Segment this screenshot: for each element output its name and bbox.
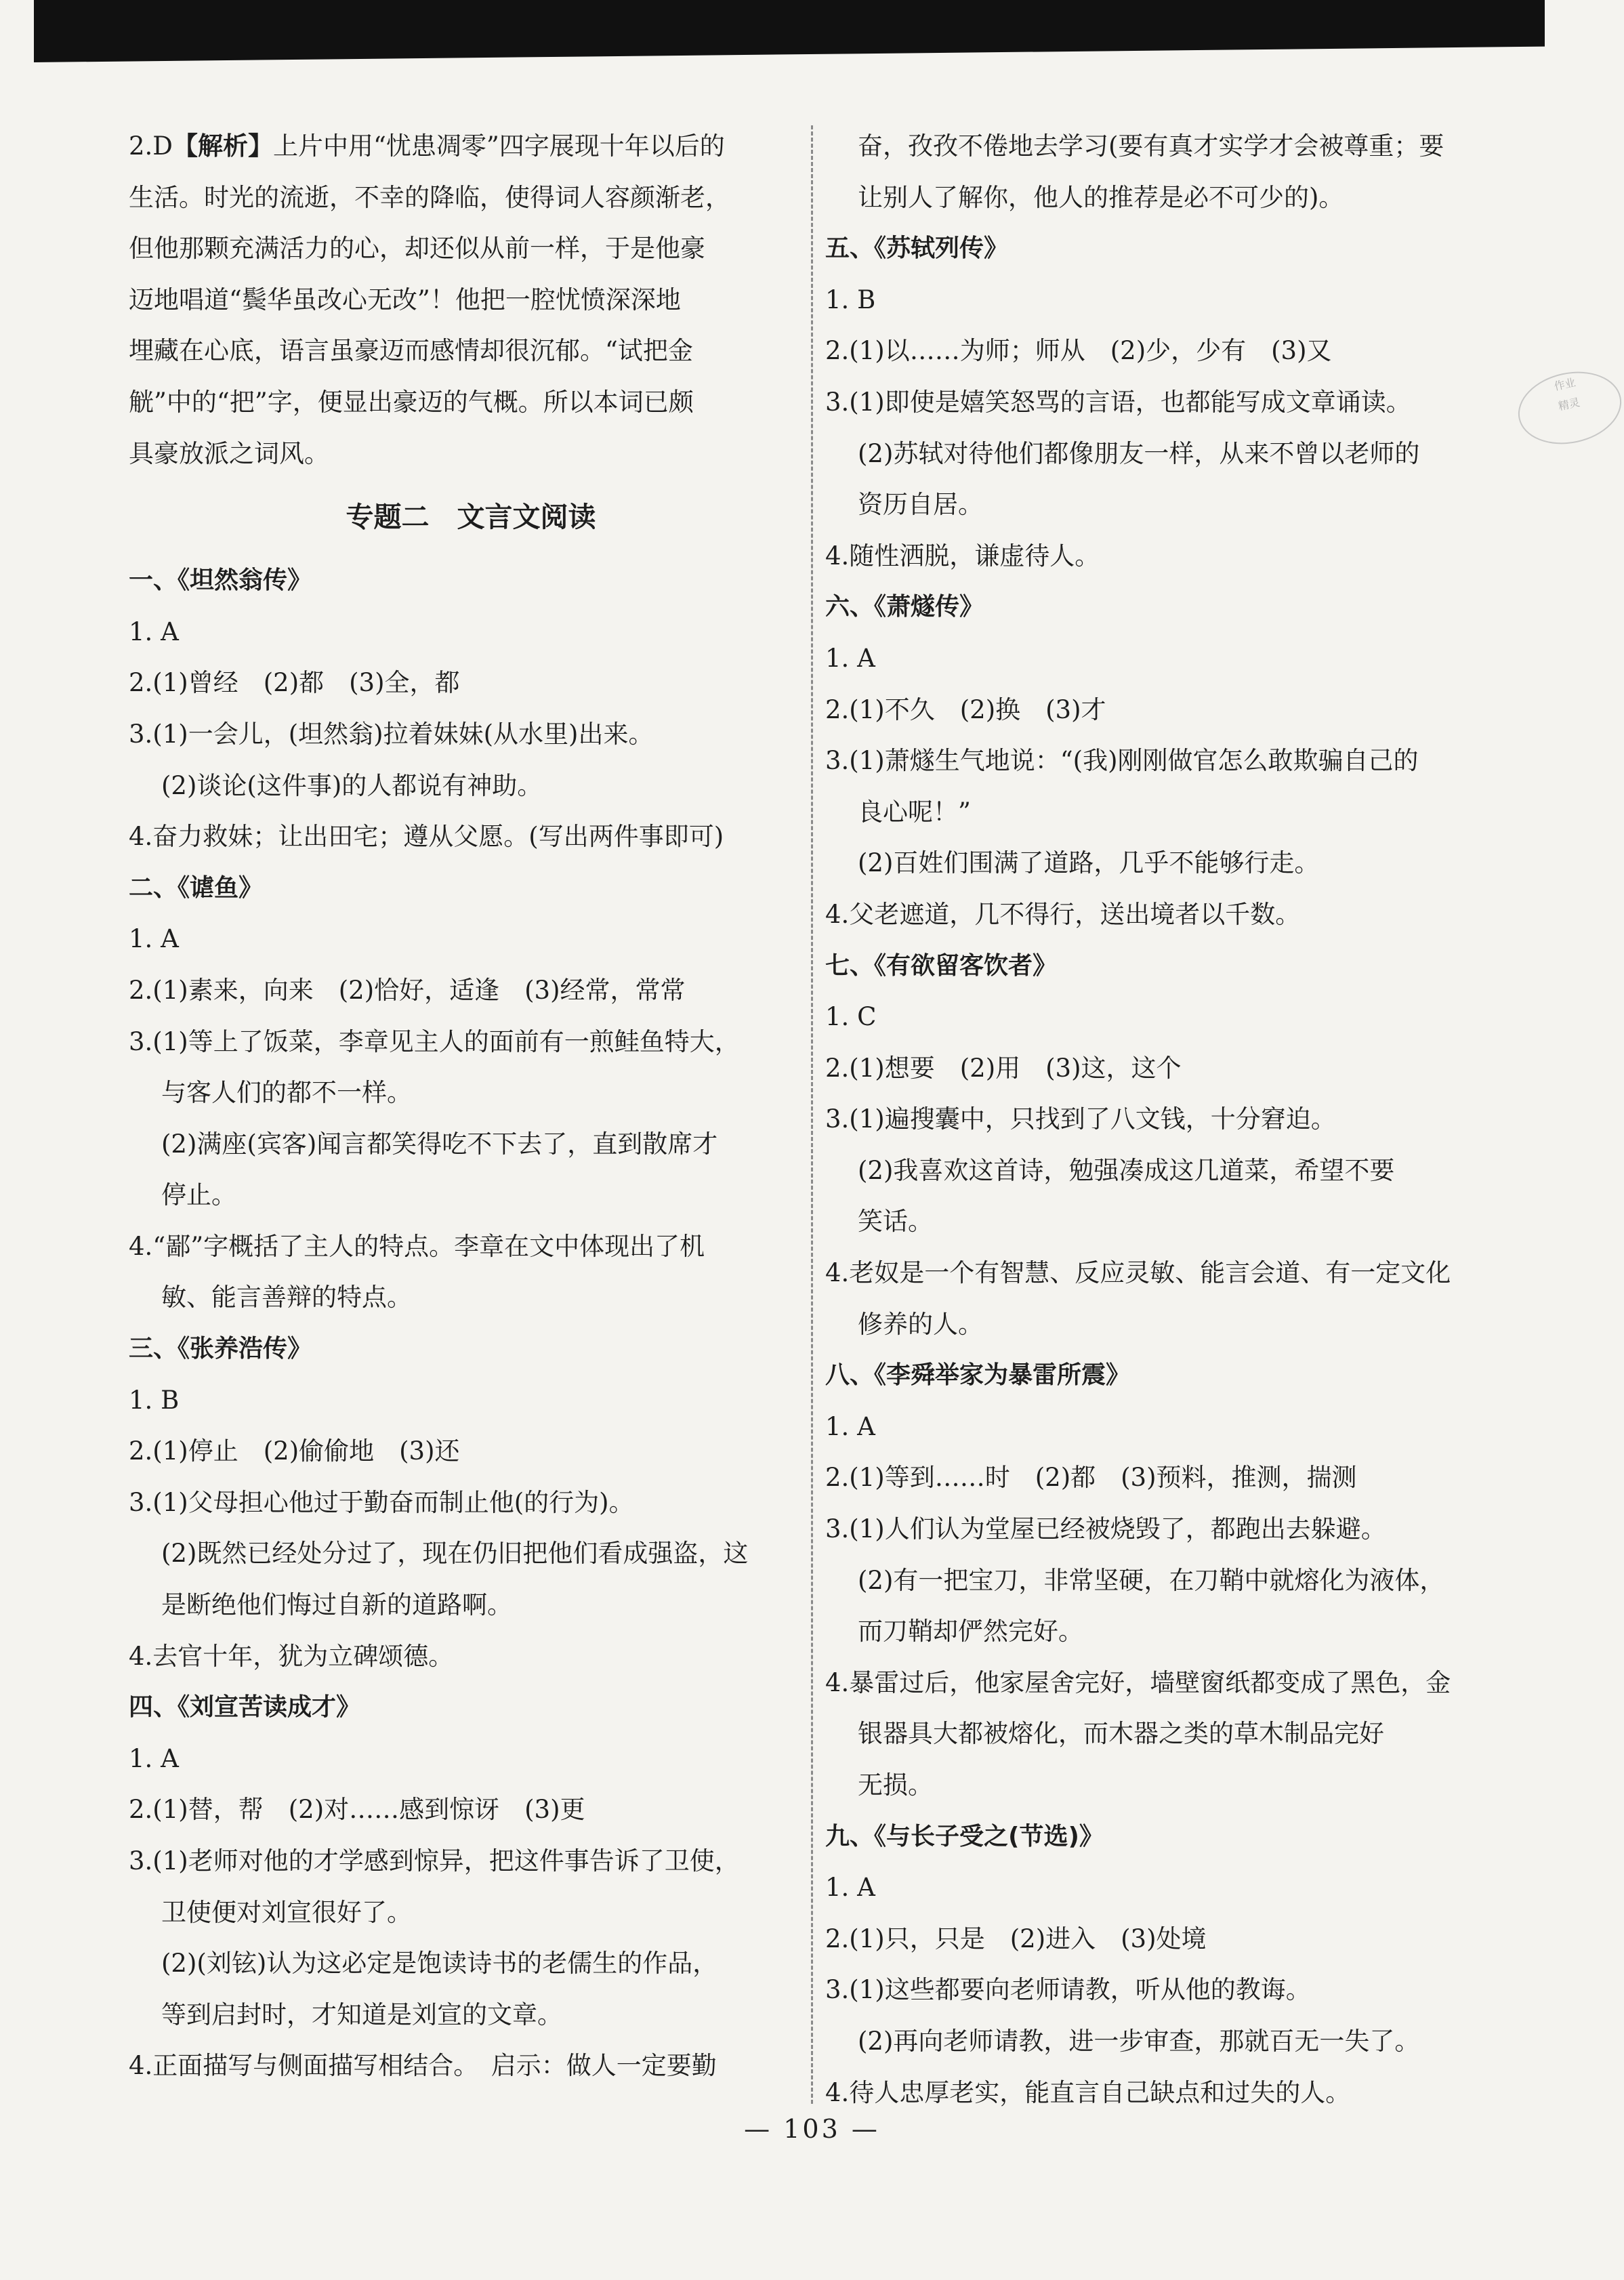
line-text: 4.老奴是一个有智慧、反应灵敏、能言会道、有一定文化 bbox=[825, 1258, 1451, 1288]
line-text: (2)百姓们围满了道路，几乎不能够行走。 bbox=[858, 848, 1320, 878]
answer-line bbox=[825, 1555, 1516, 1607]
section-heading bbox=[129, 1682, 813, 1733]
line-text: 敏、能言善辩的特点。 bbox=[161, 1283, 412, 1312]
line-text: 2.(1)等到……时 (2)都 (3)预料，推测，揣测 bbox=[825, 1463, 1357, 1493]
answer-line bbox=[129, 223, 813, 274]
line-text: 觥”中的“把”字，便显出豪迈的气概。所以本词已颇 bbox=[129, 387, 694, 417]
answer-line bbox=[825, 633, 1516, 684]
answer-line bbox=[129, 1579, 813, 1631]
answer-line bbox=[825, 1145, 1516, 1197]
answer-line bbox=[129, 274, 813, 326]
answer-line bbox=[825, 1504, 1516, 1555]
answer-line bbox=[129, 1733, 813, 1785]
line-text: 3.(1)即使是嬉笑怒骂的言语，也都能写成文章诵读。 bbox=[825, 387, 1411, 417]
line-text: 专题二 文言文阅读 bbox=[346, 501, 596, 534]
line-text: 无损。 bbox=[858, 1770, 933, 1800]
line-text: 而刀鞘却俨然完好。 bbox=[858, 1617, 1083, 1646]
line-text: 五、《苏轼列传》 bbox=[825, 234, 1009, 263]
line-text: 4.待人忠厚老实，能直言自己缺点和过失的人。 bbox=[825, 2077, 1351, 2107]
answer-line bbox=[129, 1067, 813, 1119]
answer-line bbox=[129, 121, 813, 172]
answer-line bbox=[825, 1401, 1516, 1453]
section-heading bbox=[129, 1323, 813, 1375]
answer-line bbox=[825, 274, 1516, 326]
line-text: 4.“鄙”字概括了主人的特点。李章在文中体现出了机 bbox=[129, 1231, 705, 1261]
line-text: 1. C bbox=[825, 1002, 877, 1032]
line-text: 2.(1)不久 (2)换 (3)才 bbox=[825, 695, 1106, 724]
line-text: 3.(1)等上了饭菜，李章见主人的面前有一煎鲑鱼特大， bbox=[129, 1027, 740, 1056]
answer-line bbox=[129, 1169, 813, 1221]
answer-line bbox=[129, 1119, 813, 1170]
answer-line bbox=[129, 1221, 813, 1272]
answer-line bbox=[825, 1299, 1516, 1350]
line-text: 二、《谑鱼》 bbox=[129, 873, 264, 902]
answer-line bbox=[825, 325, 1516, 377]
line-text: 2.(1)想要 (2)用 (3)这，这个 bbox=[825, 1053, 1182, 1083]
line-text: 3.(1)萧燧生气地说：“(我)刚刚做官怎么敢欺骗自己的 bbox=[825, 746, 1419, 776]
answer-line bbox=[129, 965, 813, 1016]
column-divider bbox=[811, 125, 813, 2104]
line-text: 等到启封时，才知道是刘宣的文章。 bbox=[161, 1999, 562, 2029]
line-text: 卫使便对刘宣很好了。 bbox=[161, 1897, 412, 1927]
section-heading bbox=[825, 940, 1516, 992]
answer-line bbox=[825, 531, 1516, 582]
answer-line bbox=[825, 121, 1516, 172]
line-text: 3.(1)人们认为堂屋已经被烧毁了，都跑出去躲避。 bbox=[825, 1514, 1386, 1544]
section-title bbox=[129, 479, 813, 555]
answer-line bbox=[129, 2040, 813, 2092]
line-text: 具豪放派之词风。 bbox=[129, 438, 329, 468]
line-text: 2.(1)曾经 (2)都 (3)全，都 bbox=[129, 668, 460, 698]
answer-line bbox=[129, 1784, 813, 1836]
analysis-keyword: 【解析】 bbox=[172, 131, 273, 161]
answer-line bbox=[129, 325, 813, 377]
answer-line bbox=[825, 1760, 1516, 1811]
line-text: 九、《与长子受之(节选)》 bbox=[825, 1822, 1104, 1850]
line-text: (2)有一把宝刀，非常坚硬，在刀鞘中就熔化为液体， bbox=[858, 1565, 1445, 1595]
section-heading bbox=[129, 555, 813, 606]
line-text: 笑话。 bbox=[858, 1207, 933, 1237]
answer-line bbox=[825, 837, 1516, 889]
answer-line bbox=[825, 1196, 1516, 1247]
answer-line bbox=[825, 787, 1516, 838]
answer-line bbox=[825, 1452, 1516, 1504]
line-text: 1. B bbox=[129, 1385, 180, 1415]
line-text: 4.正面描写与侧面描写相结合。 启示：做人一定要勤 bbox=[129, 2051, 717, 2081]
line-text: 4.去官十年，犹为立碑颂德。 bbox=[129, 1641, 454, 1671]
line-text: 2.(1)只，只是 (2)进入 (3)处境 bbox=[825, 1924, 1207, 1953]
right-column bbox=[825, 121, 1516, 2118]
line-text: 3.(1)遍搜囊中，只找到了八文钱，十分窘迫。 bbox=[825, 1104, 1336, 1134]
answer-line bbox=[825, 1094, 1516, 1145]
answer-line bbox=[129, 1887, 813, 1939]
answer-line bbox=[129, 1272, 813, 1323]
line-text: 4.暴雷过后，他家屋舍完好，墙壁窗纸都变成了黑色，金 bbox=[825, 1667, 1451, 1697]
line-text: 3.(1)老师对他的才学感到惊异，把这件事告诉了卫使， bbox=[129, 1846, 740, 1875]
answer-line bbox=[825, 684, 1516, 736]
answer-line bbox=[825, 1964, 1516, 2016]
line-text: 3.(1)父母担心他过于勤奋而制止他(的行为)。 bbox=[129, 1487, 634, 1517]
line-text: 1. A bbox=[129, 617, 179, 646]
line-text: 上片中用“忧患凋零”四字展现十年以后的 bbox=[272, 131, 725, 161]
line-text: (2)满座(宾客)闻言都笑得吃不下去了，直到散席才 bbox=[161, 1129, 718, 1159]
line-text: 银器具大都被熔化，而木器之类的草木制品完好 bbox=[858, 1719, 1384, 1749]
answer-line bbox=[825, 428, 1516, 480]
answer-line bbox=[825, 889, 1516, 940]
answer-line bbox=[825, 1657, 1516, 1709]
scan-edge-shadow bbox=[34, 0, 1545, 62]
section-heading bbox=[825, 223, 1516, 274]
line-text: 是断绝他们悔过自新的道路啊。 bbox=[161, 1590, 512, 1620]
line-text: 2.(1)素来，向来 (2)恰好，适逢 (3)经常，常常 bbox=[129, 975, 686, 1005]
answer-line bbox=[129, 606, 813, 658]
answer-line bbox=[825, 991, 1516, 1043]
line-text: (2)谈论(这件事)的人都说有神助。 bbox=[161, 770, 543, 800]
line-text: 良心呢！” bbox=[858, 797, 971, 827]
answer-line bbox=[129, 428, 813, 480]
answer-line bbox=[129, 657, 813, 709]
answer-line bbox=[825, 735, 1516, 787]
line-text: 生活。时光的流逝，不幸的降临，使得词人容颜渐老， bbox=[129, 182, 730, 212]
line-text: 三、《张养浩传》 bbox=[129, 1335, 312, 1363]
section-heading bbox=[825, 1350, 1516, 1401]
line-text: 但他那颗充满活力的心，却还似从前一样，于是他豪 bbox=[129, 234, 705, 264]
line-text: 四、《刘宣苦读成才》 bbox=[129, 1693, 361, 1722]
line-text: 4.父老遮道，几不得行，送出境者以千数。 bbox=[825, 899, 1301, 929]
answer-line bbox=[129, 709, 813, 760]
line-text: (2)我喜欢这首诗，勉强凑成这几道菜，希望不要 bbox=[858, 1155, 1395, 1185]
line-text: 1. A bbox=[129, 924, 179, 954]
answer-label: 2.D bbox=[129, 131, 173, 161]
line-text: 1. A bbox=[129, 1743, 179, 1773]
line-text: 让别人了解你，他人的推荐是必不可少的)。 bbox=[858, 182, 1344, 212]
answer-line bbox=[825, 172, 1516, 224]
line-text: 3.(1)一会儿，(坦然翁)拉着妹妹(从水里)出来。 bbox=[129, 719, 654, 749]
line-text: 奋，孜孜不倦地去学习(要有真才实学才会被尊重；要 bbox=[858, 131, 1444, 161]
section-heading bbox=[129, 863, 813, 914]
answer-line bbox=[129, 1938, 813, 1989]
answer-line bbox=[129, 172, 813, 224]
answer-line bbox=[129, 1989, 813, 2041]
answer-line bbox=[129, 760, 813, 812]
line-text: (2)苏轼对待他们都像朋友一样，从来不曾以老师的 bbox=[858, 438, 1420, 468]
answer-line bbox=[129, 1016, 813, 1068]
line-text: 资历自居。 bbox=[858, 490, 983, 520]
line-text: 1. A bbox=[825, 1411, 875, 1441]
page-number: — 103 — bbox=[744, 2114, 880, 2144]
answer-line bbox=[825, 1606, 1516, 1657]
line-text: 4.随性洒脱，谦虚待人。 bbox=[825, 541, 1100, 571]
line-text: 迈地唱道“鬓华虽改心无改”！他把一腔忧愤深深地 bbox=[129, 285, 681, 314]
line-text: 与客人们的都不一样。 bbox=[161, 1078, 412, 1108]
answer-line bbox=[129, 1528, 813, 1579]
answer-line bbox=[129, 1836, 813, 1887]
answer-line bbox=[825, 1862, 1516, 1913]
line-text: (2)再向老师请教，进一步审查，那就百无一失了。 bbox=[858, 2026, 1420, 2056]
line-text: 2.(1)以……为师；师从 (2)少，少有 (3)又 bbox=[825, 336, 1332, 366]
answer-line bbox=[129, 1631, 813, 1682]
line-text: 2.(1)替，帮 (2)对……感到惊讶 (3)更 bbox=[129, 1795, 585, 1825]
answer-line bbox=[129, 811, 813, 863]
section-heading bbox=[825, 581, 1516, 633]
line-text: 1. B bbox=[825, 285, 876, 314]
answer-line bbox=[825, 479, 1516, 531]
line-text: 2.(1)停止 (2)偷偷地 (3)还 bbox=[129, 1436, 460, 1466]
section-heading bbox=[825, 1811, 1516, 1863]
left-column bbox=[129, 121, 813, 2092]
line-text: 七、《有欲留客饮者》 bbox=[825, 951, 1058, 980]
line-text: 埋藏在心底，语言虽豪迈而感情却很沉郁。“试把金 bbox=[129, 336, 693, 366]
answer-line bbox=[825, 1708, 1516, 1760]
line-text: 1. A bbox=[825, 1873, 875, 1903]
line-text: (2)(刘铉)认为这必定是饱读诗书的老儒生的作品， bbox=[161, 1949, 718, 1978]
answer-line bbox=[825, 1247, 1516, 1299]
answer-line bbox=[825, 2016, 1516, 2067]
answer-line bbox=[825, 2067, 1516, 2119]
line-text: 1. A bbox=[825, 643, 875, 673]
answer-line bbox=[825, 1913, 1516, 1965]
answer-line bbox=[129, 1477, 813, 1529]
answer-line bbox=[129, 913, 813, 965]
line-text: 八、《李舜举家为暴雷所震》 bbox=[825, 1361, 1131, 1390]
line-text: 六、《萧燧传》 bbox=[825, 593, 984, 621]
line-text: 修养的人。 bbox=[858, 1309, 983, 1339]
answer-line bbox=[129, 1426, 813, 1477]
line-text: 一、《坦然翁传》 bbox=[129, 566, 312, 595]
watermark-stamp-icon: 作业 精灵 bbox=[1512, 362, 1624, 453]
line-text: 停止。 bbox=[161, 1180, 236, 1210]
answer-line bbox=[129, 1375, 813, 1426]
line-text: (2)既然已经处分过了，现在仍旧把他们看成强盗，这 bbox=[161, 1539, 749, 1569]
line-text: 3.(1)这些都要向老师请教，听从他的教诲。 bbox=[825, 1975, 1311, 2005]
answer-line bbox=[825, 377, 1516, 428]
answer-line bbox=[129, 377, 813, 428]
line-text: 4.奋力救妹；让出田宅；遵从父愿。(写出两件事即可) bbox=[129, 822, 724, 852]
answer-line bbox=[825, 1043, 1516, 1094]
